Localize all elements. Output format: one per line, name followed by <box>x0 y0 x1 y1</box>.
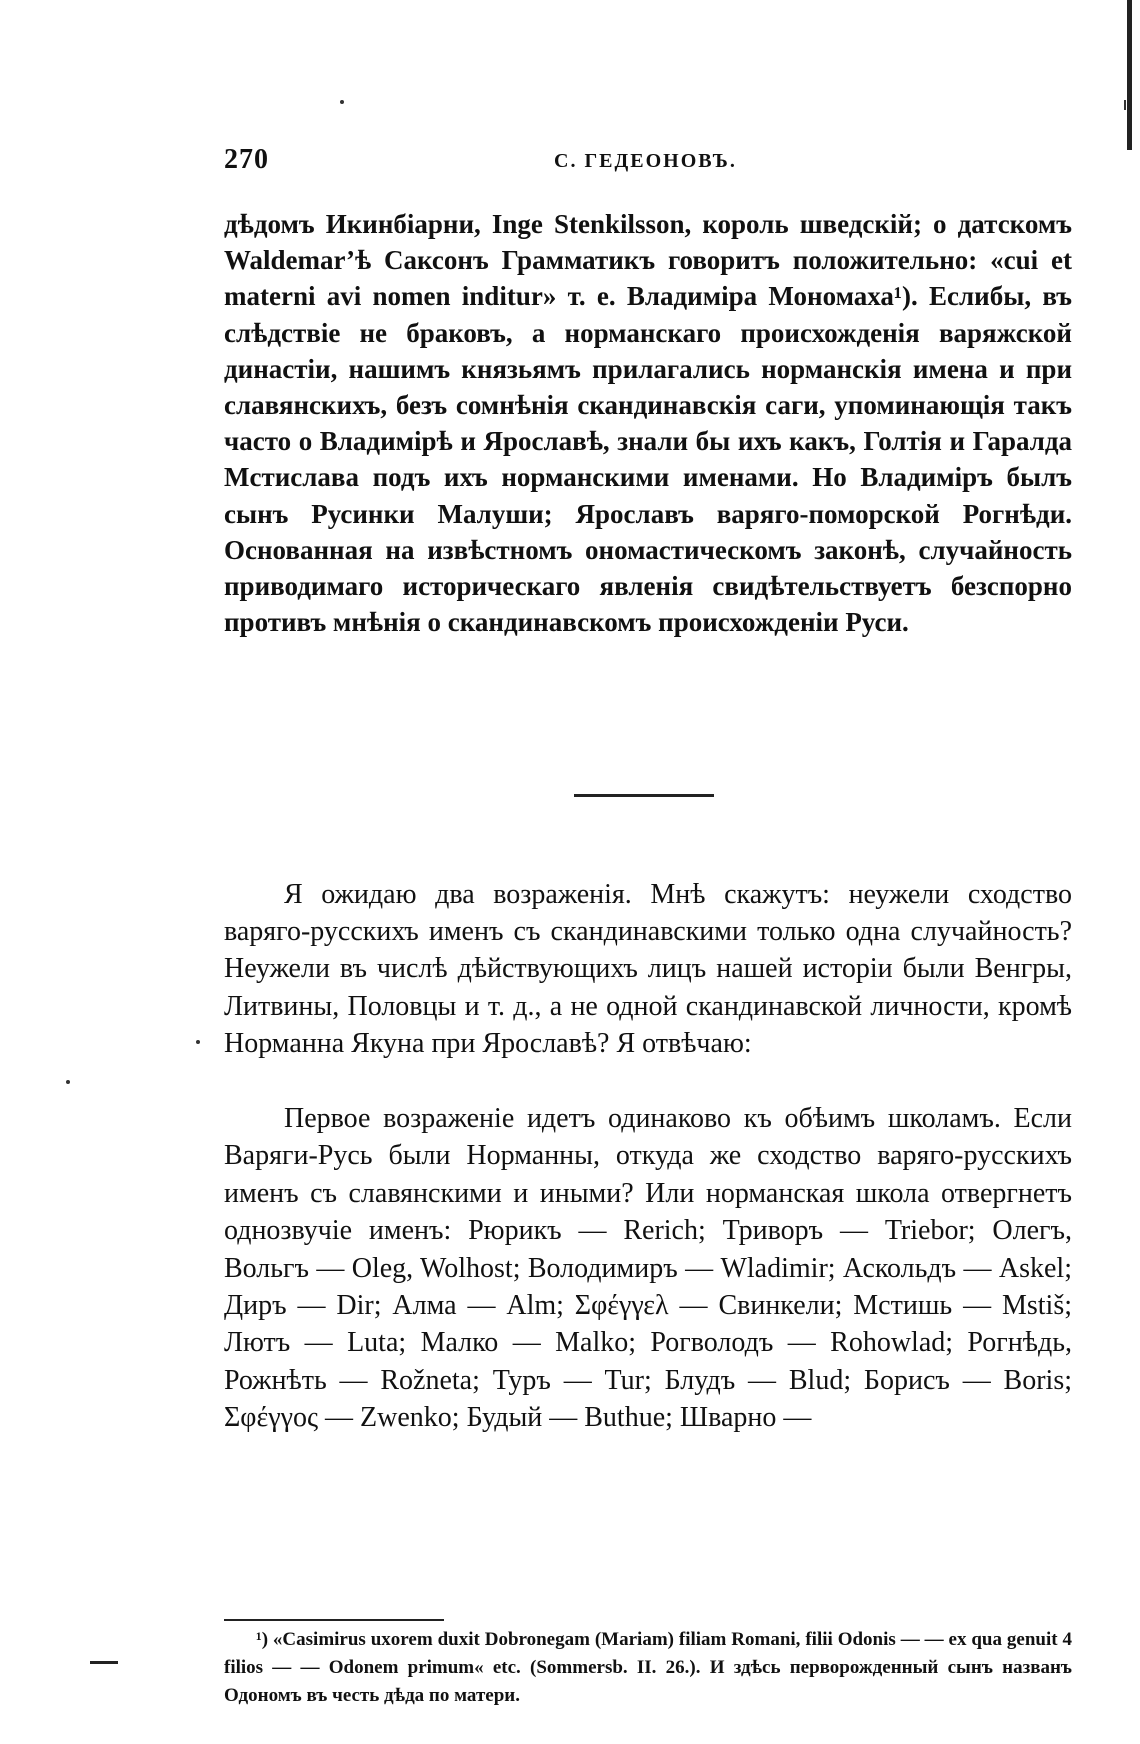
section-divider <box>574 794 714 797</box>
page-number: 270 <box>224 144 269 175</box>
footnote-separator <box>224 1619 444 1621</box>
page-edge-tick <box>1124 100 1126 110</box>
paragraph-1: дѣдомъ Икинбіарни, Inge Stenkilsson, король шведскій; о датскомъ Waldemar’ѣ Саксонъ Грамматикъ говоритъ положительно: «cui et materni avi nomen inditur» т. е. Владиміра Мономаха¹). Еслибы, въ слѣдствіе не браковъ, а норманскаго происхожденія варяжской династіи, нашимъ князьямъ прилагались норманскія имена и при славянскихъ, безъ сомнѣнія скандинавскія саги, упоминающія такъ часто о Владимірѣ и Ярославѣ, знали бы ихъ какъ, Голтія и Гаралда Мстислава подъ ихъ норманскими именами. Но Владиміръ былъ сынъ Русинки Малуши; Ярославъ варяго-поморской Рогнѣди. Основанная на извѣстномъ ономастическомъ законѣ, случайность приводимаго историческаго явленія свидѣтельствуетъ безспорно противъ мнѣнія о скандинавскомъ происхожденіи Руси. <box>224 209 1072 638</box>
paragraph-3: Первое возраженіе идетъ одинаково къ обѣимъ школамъ. Если Варяги-Русь были Норманны, откуда же сходство варяго-русскихъ именъ съ славянскими и иными? Или норманская школа отвергнетъ однозвучіе именъ: Рюрикъ — Rerich; Триворъ — Triebor; Олегъ, Вольгъ — Oleg, Wolhost; Володимиръ — Wladimir; Аскольдъ — Askel; Диръ — Dir; Алма — Alm; Σφέγγελ — Свинкели; Мстишь — Mstiš; Лютъ — Luta; Малко — Malko; Рогволодъ — Rohowlad; Рогнѣдь, Рожнѣть — Rožneta; Туръ — Tur; Блудъ — Blud; Борисъ — Boris; Σφέγγος — Zwenko; Будый — Buthue; Шварно — <box>224 1103 1072 1434</box>
page-header <box>224 144 1072 184</box>
running-head: С. ГЕДЕОНОВЪ. <box>554 150 737 172</box>
page-edge-line <box>1127 0 1132 150</box>
ink-speck <box>66 1080 70 1084</box>
margin-mark <box>90 1661 118 1664</box>
ink-speck <box>340 100 344 104</box>
paragraph-2: Я ожидаю два возраженія. Мнѣ скажутъ: неужели сходство варяго-русскихъ именъ съ скандинавскими только одна случайность? Неужели въ числѣ дѣйствующихъ лицъ нашей исторіи были Венгры, Литвины, Половцы и т. д., а не одной скандинавской личности, кромѣ Норманна Якуна при Ярославѣ? Я отвѣчаю: <box>224 879 1072 1059</box>
ink-speck <box>196 1040 200 1044</box>
footnote: ¹) «Casimirus uxorem duxit Dobronegam (Mariam) filiam Romani, filii Odonis — — ex qua genuit 4 filios — — Odonem primum« etc. (Sommersb. II. 26.). И здѣсь перворожденный сынъ названъ Одономъ въ честь дѣда по матери. <box>224 1629 1072 1706</box>
